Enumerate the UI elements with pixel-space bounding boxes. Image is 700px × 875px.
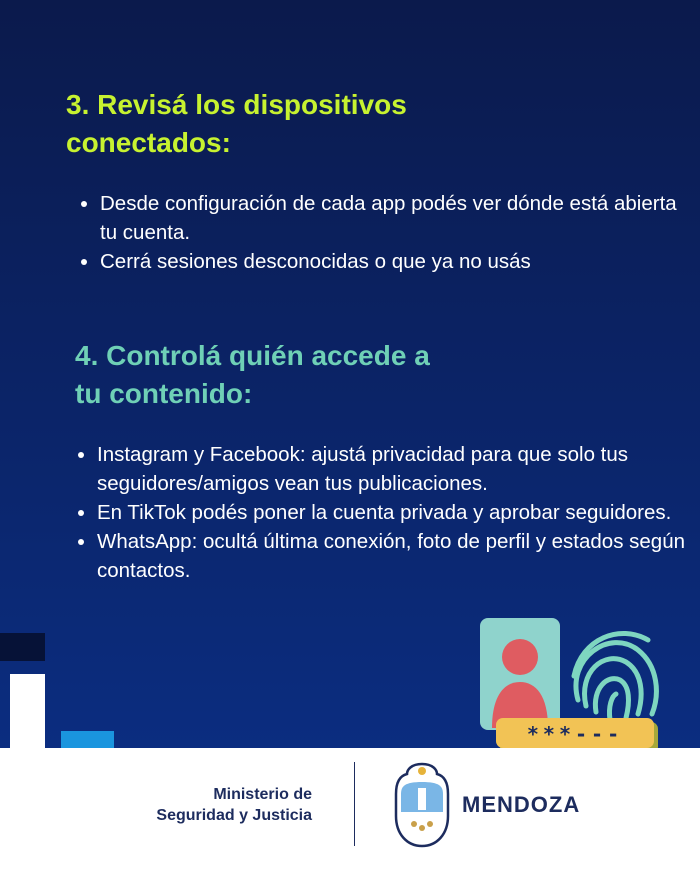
section-3-title <box>66 86 407 162</box>
fingerprint-icon <box>574 633 656 720</box>
ministry-name <box>156 784 312 826</box>
decorative-block-dark <box>0 633 45 661</box>
security-illustration <box>470 610 670 760</box>
section-4-title-line2: tu contenido: <box>75 378 253 409</box>
province-name: MENDOZA <box>462 792 581 817</box>
list-item: • WhatsApp: ocultá última conexión, foto de perfil y estados según contactos. <box>97 527 692 585</box>
ministry-line2: Seguridad y Justicia <box>156 807 312 824</box>
footer-divider <box>354 762 355 846</box>
list-item: • Desde configuración de cada app podés ver dónde está abierta tu cuenta. <box>100 189 680 247</box>
section-3-title-line1: 3. Revisá los dispositivos <box>66 89 407 120</box>
footer <box>0 748 700 875</box>
profile-card-icon <box>480 618 560 730</box>
mendoza-shield-icon <box>393 762 451 848</box>
list-item: • Cerrá sesiones desconocidas o que ya no usás <box>100 247 680 276</box>
list-item: • Instagram y Facebook: ajustá privacidad para que solo tus seguidores/amigos vean tus publicaciones. <box>97 440 692 498</box>
section-4-list <box>75 440 692 585</box>
section-4-title <box>75 337 430 413</box>
password-mask: ***--- <box>526 722 624 746</box>
section-3-list <box>78 189 680 276</box>
ministry-line1: Ministerio de <box>213 786 312 803</box>
decorative-block-blue <box>61 731 114 748</box>
decorative-block-white <box>10 674 45 748</box>
section-3-title-line2: conectados: <box>66 127 231 158</box>
section-4-title-line1: 4. Controlá quién accede a <box>75 340 430 371</box>
list-item: • En TikTok podés poner la cuenta privada y aprobar seguidores. <box>97 498 692 527</box>
